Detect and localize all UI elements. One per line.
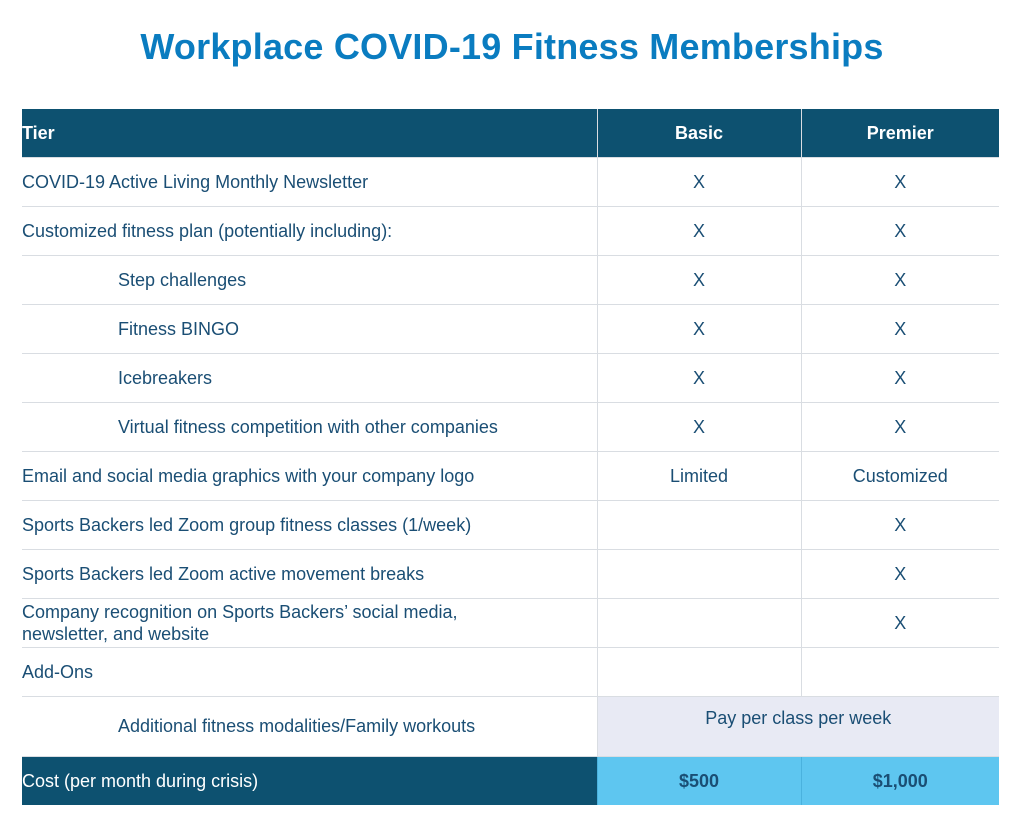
basic-cell: [597, 648, 801, 697]
basic-cell: X: [597, 158, 801, 207]
premier-cell: X: [801, 403, 999, 452]
basic-cell: X: [597, 207, 801, 256]
table-row: [22, 501, 999, 550]
page-title: Workplace COVID-19 Fitness Memberships: [140, 26, 884, 67]
row-label: Step challenges: [22, 256, 597, 305]
premier-cell: X: [801, 256, 999, 305]
table-row: [22, 452, 999, 501]
table-row: [22, 207, 999, 256]
basic-cell: [597, 550, 801, 599]
premier-cell: X: [801, 207, 999, 256]
basic-cell: X: [597, 403, 801, 452]
table-row-addons-header: [22, 648, 999, 697]
memberships-table: [22, 109, 999, 805]
table-row: [22, 403, 999, 452]
cost-label: Cost (per month during crisis): [22, 757, 597, 806]
row-label: Icebreakers: [22, 354, 597, 403]
table-row-cost: [22, 757, 999, 806]
basic-cell: [597, 501, 801, 550]
table-row: [22, 158, 999, 207]
row-label: Customized fitness plan (potentially including):: [22, 207, 597, 256]
basic-cell: X: [597, 256, 801, 305]
row-label: Sports Backers led Zoom active movement breaks: [22, 550, 597, 599]
premier-cell: X: [801, 599, 999, 648]
row-label: Email and social media graphics with your company logo: [22, 452, 597, 501]
premier-cell: X: [801, 354, 999, 403]
addons-label: Add-Ons: [22, 648, 597, 697]
row-label: Fitness BINGO: [22, 305, 597, 354]
table-row: [22, 599, 999, 648]
premier-cell: [801, 648, 999, 697]
premier-cell: X: [801, 158, 999, 207]
basic-cell: X: [597, 354, 801, 403]
cost-premier: $1,000: [801, 757, 999, 806]
row-label: COVID-19 Active Living Monthly Newsletter: [22, 158, 597, 207]
addon-pricing: Pay per class per week: [597, 697, 999, 757]
table-row-addon: [22, 697, 999, 757]
header-tier: Tier: [22, 109, 597, 158]
premier-cell: X: [801, 305, 999, 354]
premier-cell: Customized: [801, 452, 999, 501]
table-row: [22, 550, 999, 599]
basic-cell: [597, 599, 801, 648]
header-premier: Premier: [801, 109, 999, 158]
table-header-row: [22, 109, 999, 158]
table-row: [22, 256, 999, 305]
row-label-line1: Company recognition on Sports Backers’ social media,: [22, 602, 458, 622]
premier-cell: X: [801, 550, 999, 599]
table-row: [22, 354, 999, 403]
cost-basic: $500: [597, 757, 801, 806]
row-label: Sports Backers led Zoom group fitness classes (1/week): [22, 501, 597, 550]
addon-label: Additional fitness modalities/Family workouts: [22, 697, 597, 757]
premier-cell: X: [801, 501, 999, 550]
basic-cell: Limited: [597, 452, 801, 501]
table-row: [22, 305, 999, 354]
row-label: [22, 599, 597, 648]
row-label: Virtual fitness competition with other companies: [22, 403, 597, 452]
header-basic: Basic: [597, 109, 801, 158]
basic-cell: X: [597, 305, 801, 354]
row-label-line2: newsletter, and website: [22, 624, 210, 644]
